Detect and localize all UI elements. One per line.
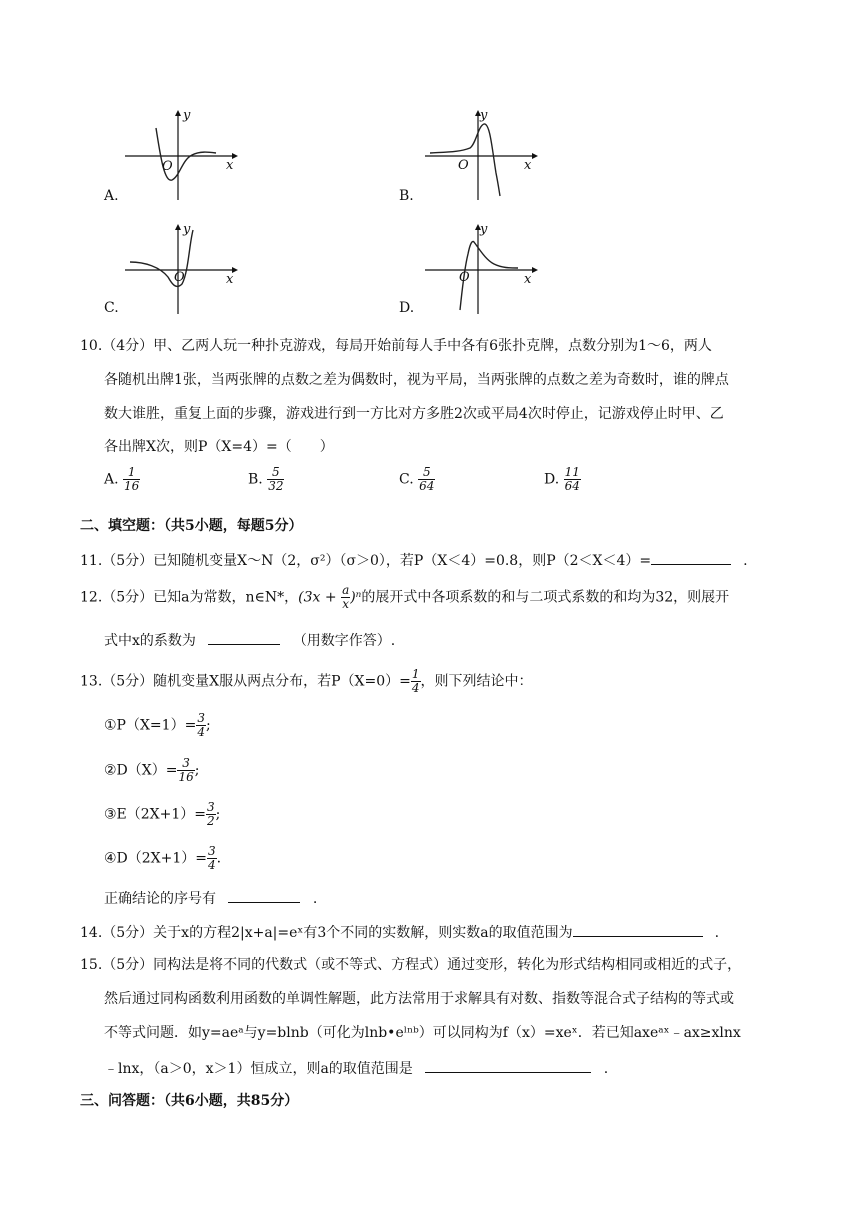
q13-item-4	[104, 845, 221, 872]
graph-d-x: x	[524, 272, 532, 287]
graph-b-o: O	[458, 158, 469, 173]
graph-b-y: y	[480, 108, 488, 123]
q12-line2-pre: 式中x的系数为	[104, 633, 196, 649]
q11-answer-blank[interactable]	[651, 550, 731, 565]
q13-item-1-label: ①P（X=1）=	[104, 717, 197, 734]
q10-option-d-frac	[564, 466, 581, 493]
q10-option-c-letter: C.	[399, 471, 414, 488]
graph-d-y: y	[480, 222, 488, 237]
q15-line3: 不等式问题．如y=aeᵃ与y=blnb（可化为lnb•eˡⁿᵇ）可以同构为f（x）=xeˣ．若已知axeᵃˣ﹣ax≥xlnx	[104, 1025, 741, 1041]
q10-option-b[interactable]	[248, 466, 284, 493]
graph-d-o: O	[459, 270, 470, 285]
q10-option-a-frac	[123, 466, 140, 493]
q13-item-2-frac	[177, 757, 194, 784]
q15-line4	[104, 1058, 608, 1079]
graph-c-o: O	[174, 270, 185, 285]
q15-line2: 然后通过同构函数利用函数的单调性解题，此方法常用于求解具有对数、指数等混合式子结构的等式或	[104, 991, 734, 1007]
q12-line2	[104, 630, 395, 651]
q13-frac-den: 4	[411, 681, 420, 695]
q10-option-c-frac	[418, 466, 435, 493]
q9-option-d[interactable]: D.	[399, 300, 415, 316]
q13-stem	[80, 668, 533, 695]
q13-item-4-den: 4	[208, 858, 216, 872]
section-2-heading: 二、填空题：（共5小题，每题5分）	[80, 518, 303, 534]
q13-frac-num: 1	[411, 667, 420, 681]
q13-item-4-label: ④D（2X+1）=	[104, 850, 208, 867]
q10-option-d[interactable]	[544, 466, 581, 493]
q13-item-1-den: 4	[197, 725, 205, 739]
q13-item-4-num: 3	[208, 844, 216, 858]
q12-post: 的展开式中各项系数的和与二项式系数的和均为32，则展开	[361, 589, 730, 606]
q10-option-a-letter: A.	[104, 471, 119, 488]
q13-item-2-end: ;	[194, 762, 200, 779]
q9-option-c[interactable]: C.	[104, 300, 119, 316]
q10-b-den: 32	[268, 479, 284, 493]
q10-line2: 各随机出牌1张，当两张牌的点数之差为偶数时，视为平局，当两张牌的点数之差为奇数时，谁的牌点	[104, 372, 729, 388]
q13-answer-blank[interactable]	[228, 888, 300, 903]
q13-answer-pre: 正确结论的序号有	[104, 891, 216, 907]
q9-option-b[interactable]: B.	[399, 188, 414, 204]
q13-item-1-end: ;	[205, 717, 211, 734]
q10-line4: 各出牌X次，则P（X=4）=（ ）	[104, 439, 334, 455]
q13-answer	[104, 888, 317, 909]
q12-frac	[341, 584, 350, 611]
q10-option-b-letter: B.	[248, 471, 263, 488]
q10-a-den: 16	[124, 479, 140, 493]
q13-post: ，则下列结论中：	[420, 673, 533, 690]
q10-option-a[interactable]	[104, 466, 140, 493]
q13-item-3-den: 2	[207, 814, 215, 828]
q10-c-num: 5	[418, 466, 435, 480]
q10-b-num: 5	[267, 466, 284, 480]
q13-frac	[411, 668, 421, 695]
q13-item-1	[104, 712, 211, 739]
q15-line4-end: .	[603, 1061, 609, 1077]
q13-item-3	[104, 801, 220, 828]
q14-answer-blank[interactable]	[573, 922, 703, 937]
section-3-heading: 三、问答题：（共6小题，共85分）	[80, 1093, 299, 1109]
q10-option-c[interactable]	[399, 466, 435, 493]
q13-item-2-label: ②D（X）=	[104, 762, 178, 779]
q10-line1: 10.（4分）甲、乙两人玩一种扑克游戏，每局开始前每人手中各有6张扑克牌，点数分别为1～6，两人	[80, 338, 712, 354]
q14	[80, 922, 719, 943]
q11-end: .	[743, 553, 748, 569]
graph-a-y: y	[183, 108, 191, 123]
q13-item-3-num: 3	[207, 800, 215, 814]
q12-expr-a: (3x +	[298, 589, 337, 606]
q10-line3: 数大谁胜，重复上面的步骤，游戏进行到一方比对方多胜2次或平局4次时停止，记游戏停止时甲、乙	[104, 406, 724, 422]
q13-item-4-end: .	[216, 850, 222, 867]
q12-pre: 12.（5分）已知a为常数，n∈N*，	[80, 589, 299, 606]
q10-option-d-letter: D.	[544, 471, 560, 488]
q13-pre: 13.（5分）随机变量X服从两点分布，若P（X=0）=	[80, 673, 411, 690]
q10-d-den: 64	[564, 479, 580, 493]
graph-a	[120, 108, 240, 203]
q14-end: .	[714, 925, 720, 941]
q13-item-2-den: 16	[178, 770, 194, 784]
q13-item-2-num: 3	[177, 757, 194, 771]
q13-item-1-num: 3	[197, 711, 205, 725]
q13-item-4-frac	[207, 845, 217, 872]
q12-line1	[80, 584, 729, 611]
q10-option-b-frac	[267, 466, 284, 493]
q13-item-3-label: ③E（2X+1）=	[104, 806, 207, 823]
graph-c-x: x	[226, 272, 234, 287]
graph-b-x: x	[524, 158, 532, 173]
q13-item-2	[104, 757, 199, 784]
q13-item-1-frac	[196, 712, 206, 739]
q14-text: 14.（5分）关于x的方程2|x+a|=eˣ有3个不同的实数解，则实数a的取值范围为	[80, 925, 573, 941]
q10-d-num: 11	[564, 465, 580, 479]
q12-frac-den: x	[342, 597, 350, 611]
graph-a-o: O	[162, 159, 173, 174]
q15-line4-pre: ﹣lnx，（a＞0，x＞1）恒成立，则a的取值范围是	[104, 1061, 413, 1077]
q11-text: 11.（5分）已知随机变量X～N（2，σ²）（σ＞0），若P（X＜4）=0.8，则P（2＜X＜4）=	[80, 553, 652, 569]
q12-expr-b: )ⁿ	[350, 589, 362, 606]
q12-frac-num: a	[342, 583, 350, 597]
q10-c-den: 64	[419, 479, 435, 493]
graph-c-y: y	[183, 222, 191, 237]
q12-answer-blank[interactable]	[208, 630, 280, 645]
q15-line1: 15.（5分）同构法是将不同的代数式（或不等式、方程式）通过变形，转化为形式结构相同或相近的式子，	[80, 957, 742, 973]
q12-line2-post: （用数字作答）.	[292, 633, 396, 649]
q15-answer-blank[interactable]	[425, 1058, 591, 1073]
q13-item-3-end: ;	[215, 806, 221, 823]
q9-option-a[interactable]: A.	[104, 188, 119, 204]
q11	[80, 550, 748, 571]
q13-answer-end: .	[312, 891, 318, 907]
q10-a-num: 1	[123, 466, 140, 480]
q13-item-3-frac	[206, 801, 216, 828]
graph-a-x: x	[226, 158, 234, 173]
